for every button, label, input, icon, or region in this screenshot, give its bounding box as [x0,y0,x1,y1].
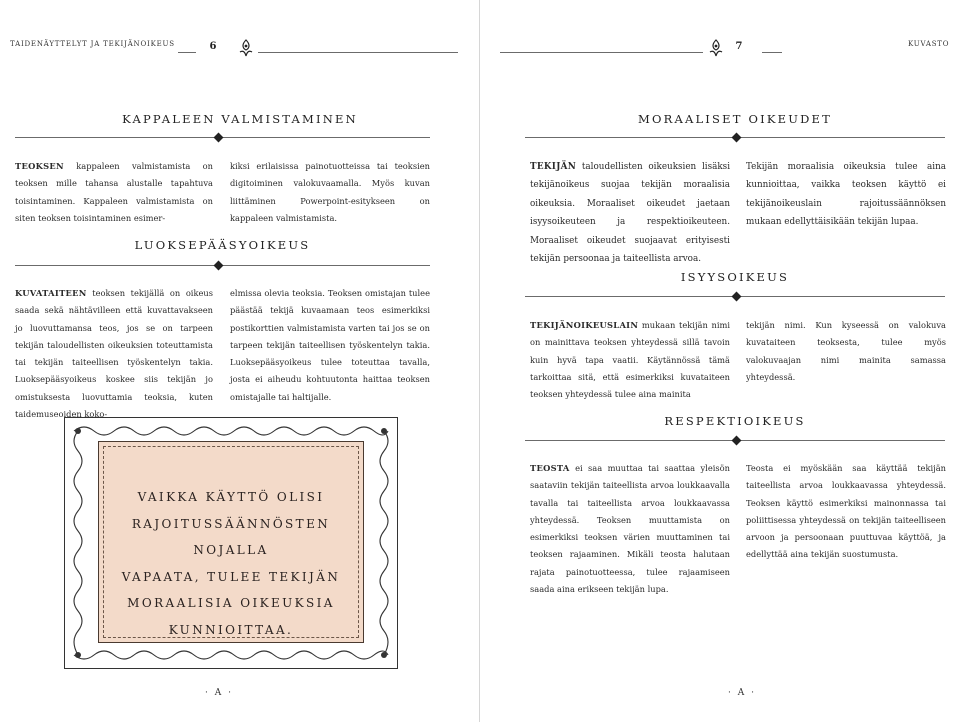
rule-diamond-icon [732,436,742,446]
page-spine [479,0,480,722]
paragraph-text: Tekijän moraalisia oikeuksia tulee aina kunnioittaa, vaikka teoksen käyttö ei tekijänoikeuslain rajoitussäännöksen mukaan edellyttäisikään tekijän lupaa. [746,162,946,228]
header-rule-right [762,52,782,53]
lead-word: TEOSTA [530,463,570,473]
rule-diamond-icon [732,133,742,143]
text-column [15,285,213,423]
quote-line: RAJOITUSSÄÄNNÖSTEN NOJALLA [131,516,331,557]
rule-diamond-icon [732,292,742,302]
text-column [530,158,730,268]
text-column [746,158,946,232]
running-head-right: KUVASTO [908,40,950,48]
footer-mark-left: · A · [205,688,233,698]
heading-respektioikeus: RESPEKTIOIKEUS [664,414,806,428]
paragraph-text: kiksi erilaisissa painotuotteissa tai teoksien digitoiminen valokuvaamalla. Myös kuvan liittäminen Powerpoint-esitykseen on kappaleen valmistamista. [230,161,430,223]
paragraph-text: taloudellisten oikeuksien lisäksi tekijänoikeus suojaa tekijän moraalisia oikeuksia. Moraaliset oikeudet jaetaan isyysoikeuteen ja respektioikeuteen. Moraaliset oikeudet suojaavat erityisesti tekijän persoonaa ja taiteellista arvoa. [530,162,731,265]
text-column [530,317,730,403]
rule-diamond-icon [214,261,224,271]
text-column [15,158,213,227]
running-head-left: TAIDENÄYTTELYT JA TEKIJÄNOIKEUS [10,40,175,48]
paragraph-text: tekijän nimi. Kun kyseessä on valokuva kuvataiteen teoksesta, tulee myös valokuvaajan nimi mainita samassa yhteydessä. [746,320,946,382]
quote-line: VAIKKA KÄYTTÖ OLISI [137,490,325,504]
heading-luoksepaasyoikeus: LUOKSEPÄÄSYOIKEUS [134,238,311,252]
fleuron-icon [706,38,726,58]
header-rule-right [258,52,458,53]
heading-isyysoikeus: ISYYSOIKEUS [680,270,790,284]
paragraph-text: ei saa muuttaa tai saattaa yleisön saataviin tekijän taiteellista arvoa loukkaavalla tavalla tai taiteellista arvoa loukkaavassa yhteydessä. Teoksen muuttamista on esimerkiksi teoksen värien muuttaminen tai teoksen rajaaminen. Mikäli teosta halutaan rajata painotuotteessa, tulee rajaamiseen saada aina erikseen tekijän lupa. [530,463,730,595]
lead-word: TEKIJÄNOIKEUSLAIN [530,320,639,330]
lead-word: TEOKSEN [15,161,64,171]
page-number-left: 6 [209,41,217,52]
heading-kappaleen-valmistaminen: KAPPALEEN VALMISTAMINEN [122,112,358,126]
text-column [230,285,430,406]
quote-line: VAPAATA, TULEE TEKIJÄN [121,569,341,584]
paragraph-text: elmissa olevia teoksia. Teoksen omistajan tulee päästää tekijä kuvaamaan teos esimerkiksi postikorttien valmistamista varten tai jos se on tarpeen tekijän taiteellisen työskentelyn takia. Luoksepääsyoikeus tulee toteuttaa tavalla, josta ei aiheudu kohtuutonta haittaa teoksen omistajalle tai haltijalle. [230,288,430,402]
paragraph-text: teoksen tekijällä on oikeus saada sekä nähtävilleen että kuvattavakseen jo luovuttamansa teos, jos se on tarpeen tekijän taloudellisten oikeuksien toteuttamista tai tekijän taiteellisen työskentelyn takia. Luoksepääsyoikeus koskee siis tekijän jo omistuksesta luovuttamia teoksia, kuten taidemuseoiden koko- [15,288,214,420]
page-number-right: 7 [735,41,743,52]
rule-diamond-icon [214,133,224,143]
heading-moraaliset-oikeudet: MORAALISET OIKEUDET [638,112,832,126]
header-rule-left [178,52,196,53]
quote-line: MORAALISIA OIKEUKSIA [127,596,335,610]
header-rule-left [500,52,703,53]
lead-word: TEKIJÄN [530,162,577,172]
text-column [530,460,730,598]
text-column [746,460,946,564]
paragraph-text: Teosta ei myöskään saa käyttää tekijän taiteellista arvoa loukkaavassa yhteydessä. Teoksen käyttö esimerkiksi mainonnassa tai poliittisessa yhteydessä on tekijän taiteelliseen arvoon ja persoonaan puuttuvaa käyttöä, ja edellyttää aina tekijän suostumusta. [746,463,946,560]
footer-mark-right: · A · [728,688,756,698]
quote-line: KUNNIOITTAA. [168,622,294,637]
lead-word: KUVATAITEEN [15,288,87,298]
fleuron-icon [236,38,256,58]
paragraph-text: mukaan tekijän nimi on mainittava teoksen yhteydessä sillä tavoin kuin hyvä tapa vaatii. Käytännössä tämä tarkoittaa sitä, että esimerkiksi kuvataiteen teoksen yhteydessä tulee aina mainita [530,320,730,400]
pull-quote [98,484,364,643]
text-column [746,317,946,386]
text-column [230,158,430,227]
paragraph-text: kappaleen valmistamista on teoksen mille tahansa alustalle tapahtuva toisintaminen. Kappaleen valmistamista on siten teoksen toisintaminen esimer- [15,161,213,223]
